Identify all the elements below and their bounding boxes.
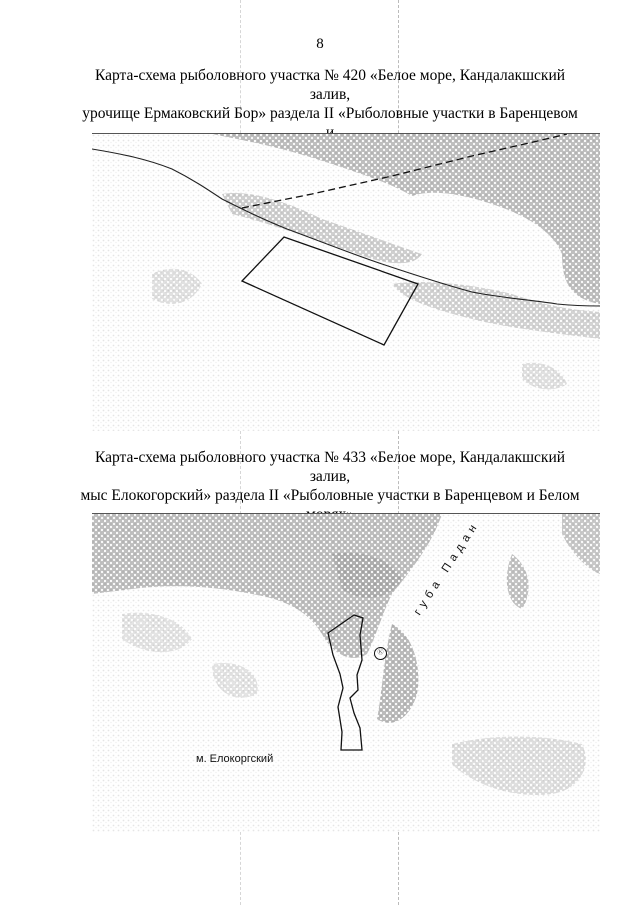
page-number: 8 bbox=[316, 36, 324, 52]
map-figure-433 bbox=[92, 513, 600, 832]
map-drawing-433 bbox=[92, 514, 600, 832]
caption-line: Карта-схема рыболовного участка № 420 «Белое море, Кандалакшский залив, bbox=[94, 67, 566, 103]
caption-line: Карта-схема рыболовного участка № 433 «Белое море, Кандалакшский залив, bbox=[94, 449, 566, 485]
caption-line: мыс Елокогорский» раздела II «Рыболовные участки в Баренцевом и Белом bbox=[80, 487, 580, 504]
map-drawing-420 bbox=[92, 134, 600, 431]
station-marker: Ⓚ bbox=[374, 647, 387, 660]
cape-label: м. Елокоргский bbox=[196, 753, 274, 765]
bay-label: губа Падан bbox=[412, 518, 483, 618]
caption-line: урочище Ермаковский Бор» раздела II «Рыболовные участки в Баренцевом bbox=[82, 105, 578, 122]
map-figure-420 bbox=[92, 133, 600, 431]
